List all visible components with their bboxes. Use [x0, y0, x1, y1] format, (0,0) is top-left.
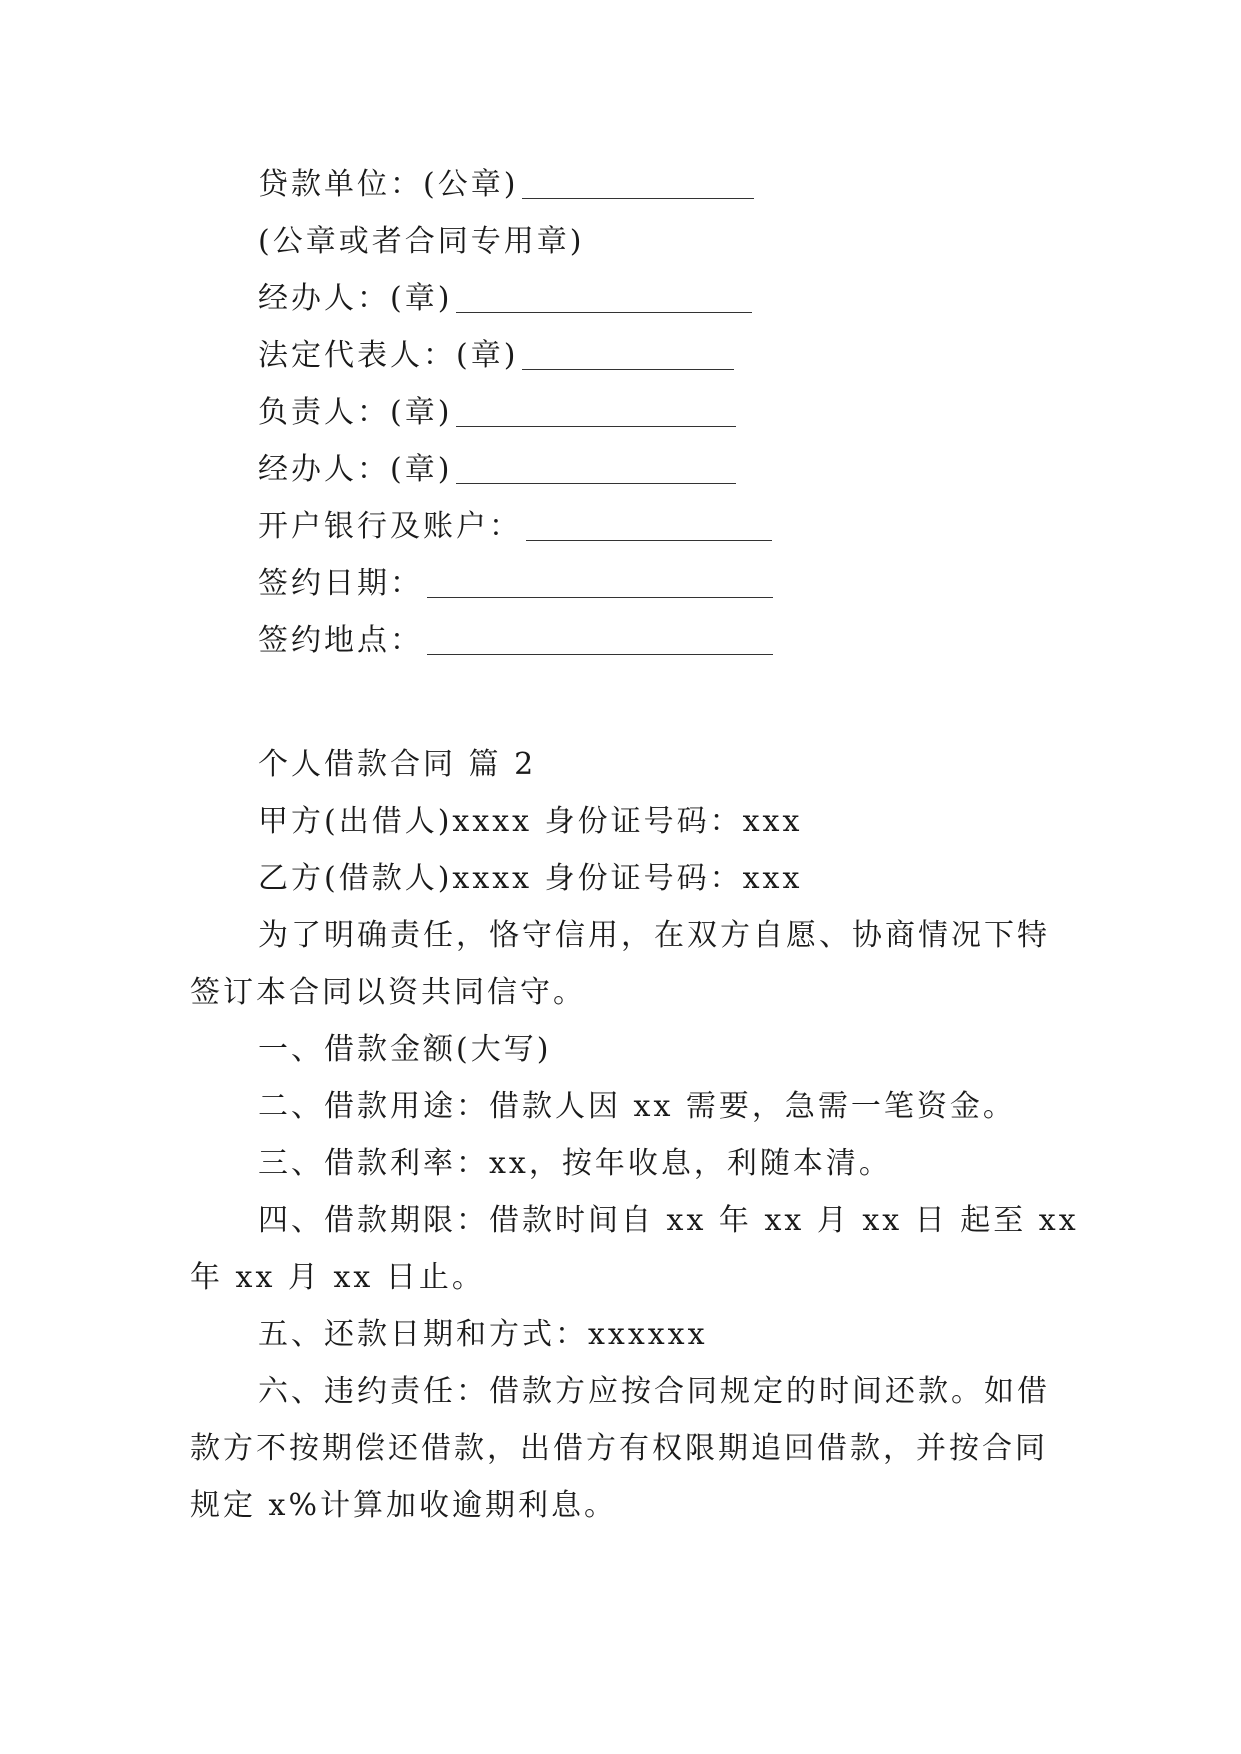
handler-1-label: 经办人：(章) — [258, 281, 453, 316]
lender-unit-label: 贷款单位：(公章) — [258, 167, 519, 202]
handler-2-label: 经办人：(章) — [258, 452, 453, 487]
person-in-charge-label: 负责人：(章) — [258, 395, 453, 430]
clause-4-line-2: 年 xx 月 xx 日止。 — [190, 1260, 485, 1295]
intro-line-2: 签订本合同以资共同信守。 — [190, 975, 586, 1010]
seal-note-line — [258, 222, 584, 262]
handler-1-line — [258, 279, 752, 319]
clause-4-line-1: 四、借款期限：借款时间自 xx 年 xx 月 xx 日 起至 xx — [258, 1203, 1079, 1238]
bank-account-blank — [526, 512, 772, 541]
handler-2-blank — [456, 455, 736, 484]
lender-unit-line — [258, 165, 754, 205]
party-a-line: 甲方(出借人)xxxx 身份证号码：xxx — [258, 804, 803, 839]
clause-6-line-3: 规定 x%计算加收逾期利息。 — [190, 1488, 617, 1523]
sign-date-blank — [427, 569, 773, 598]
clause-5: 五、还款日期和方式：xxxxxx — [258, 1317, 708, 1352]
intro-line-1: 为了明确责任，恪守信用，在双方自愿、协商情况下特 — [258, 918, 1050, 953]
clause-1: 一、借款金额(大写) — [258, 1032, 552, 1067]
clause-6-line-1: 六、违约责任：借款方应按合同规定的时间还款。如借 — [258, 1374, 1050, 1409]
clause-3: 三、借款利率：xx，按年收息，利随本清。 — [258, 1146, 892, 1181]
seal-note-label: (公章或者合同专用章) — [258, 224, 585, 259]
sign-place-line — [258, 621, 773, 661]
party-b-line: 乙方(借款人)xxxx 身份证号码：xxx — [258, 861, 803, 896]
legal-rep-label: 法定代表人：(章) — [258, 338, 519, 373]
handler-1-blank — [456, 284, 752, 313]
handler-2-line — [258, 450, 736, 490]
bank-account-label: 开户银行及账户： — [258, 509, 522, 544]
bank-account-line — [258, 507, 772, 547]
sign-place-blank — [427, 626, 773, 655]
sign-date-line — [258, 564, 773, 604]
person-in-charge-blank — [456, 398, 736, 427]
legal-rep-blank — [522, 341, 734, 370]
sign-date-label: 签约日期： — [258, 566, 423, 601]
sign-place-label: 签约地点： — [258, 623, 423, 658]
contract2-heading: 个人借款合同 篇 2 — [258, 747, 537, 782]
clause-2: 二、借款用途：借款人因 xx 需要，急需一笔资金。 — [258, 1089, 1016, 1124]
person-in-charge-line — [258, 393, 736, 433]
legal-rep-line — [258, 336, 734, 376]
lender-unit-blank — [522, 170, 754, 199]
clause-6-line-2: 款方不按期偿还借款，出借方有权限期追回借款，并按合同 — [190, 1431, 1048, 1466]
